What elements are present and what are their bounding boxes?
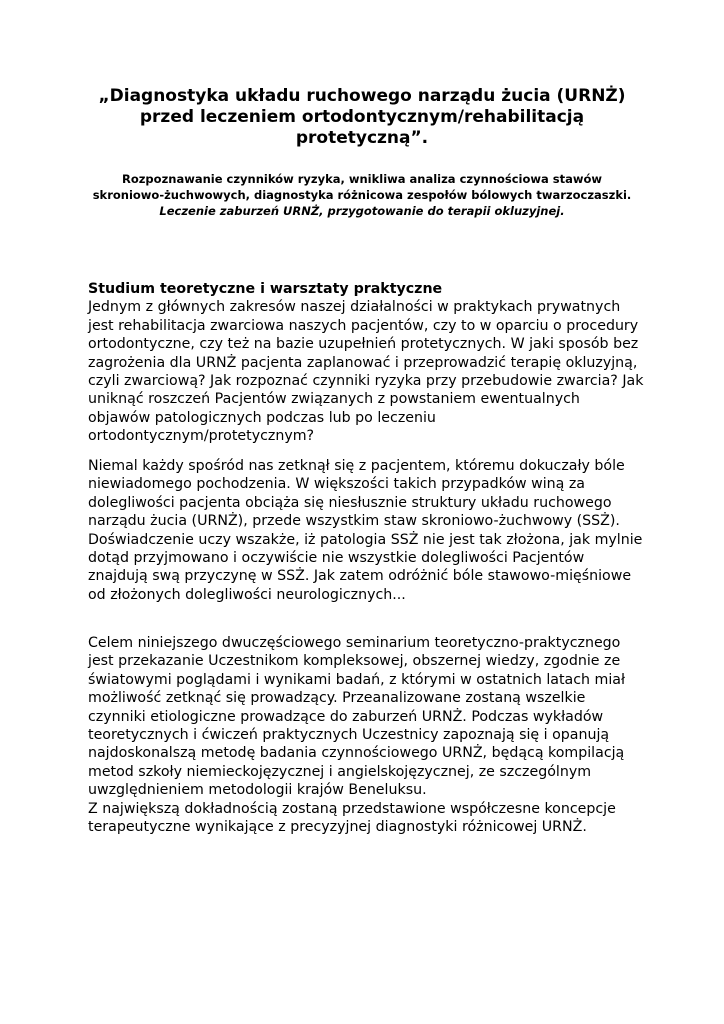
paragraph-3: Celem niniejszego dwuczęściowego seminarium teoretyczno-praktycznego jest przekazanie Uczestnikom kompleksowej, obszernej wiedzy, zgodnie ze światowymi poglądami i wynikami badań, z którymi w ostatnich latach miał możliwość zetknąć się prowadzący. Przeanalizowane zostaną wszelkie czynniki etiologiczne prowadzące do zaburzeń URNŻ. Podczas wykładów teoretycznych i ćwiczeń praktycznych Uczestnicy zapoznają się i opanują najdoskonalszą metodę badania czynnościowego URNŻ, będącą kompilacją metod szkoły niemieckojęzycznej i angielskojęzycznej, ze szczególnym uwzględnieniem metodologii krajów Beneluksu. <box>88 635 626 799</box>
intro-section <box>88 280 644 446</box>
subtitle-text: Rozpoznawanie czynników ryzyka, wnikliwa analiza czynnościowa stawów skroniowo-żuchwowych, diagnostyka różnicowa zespołów bólowych twarzoczaszki. <box>92 172 632 202</box>
section-heading: Studium teoretyczne i warsztaty praktyczne <box>88 281 443 297</box>
subtitle-italic-text: Leczenie zaburzeń URNŻ, przygotowanie do terapii okluzyjnej. <box>159 204 565 218</box>
paragraph-3b: Z największą dokładnością zostaną przedstawione współczesne koncepcje terapeutyczne wynikające z precyzyjnej diagnostyki różnicowej URNŻ. <box>88 800 616 836</box>
document-subtitle <box>92 171 632 219</box>
paragraph-3-block <box>88 634 644 836</box>
document-title: „Diagnostyka układu ruchowego narządu żucia (URNŻ) przed leczeniem ortodontycznym/rehabilitacją protetyczną”. <box>98 86 626 148</box>
paragraph-2: Niemal każdy spośród nas zetknął się z pacjentem, któremu dokuczały bóle niewiadomego pochodzenia. W większości takich przypadków winą za dolegliwości pacjenta obciąża się niesłusznie struktury układu ruchowego narządu żucia (URNŻ), przede wszystkim staw skroniowo-żuchwowy (SSŻ). Doświadczenie uczy wszakże, iż patologia SSŻ nie jest tak złożona, jak mylnie dotąd przyjmowano i oczywiście nie wszystkie dolegliwości Pacjentów znajdują swą przyczynę w SSŻ. Jak zatem odróżnić bóle stawowo-mięśniowe od złożonych dolegliwości neurologicznych... <box>88 458 643 603</box>
paragraph-1: Jednym z głównych zakresów naszej działalności w praktykach prywatnych jest rehabilitacja zwarciowa naszych pacjentów, czy to w oparciu o procedury ortodontyczne, czy też na bazie uzupełnień protetycznych. W jaki sposób bez zagrożenia dla URNŻ pacjenta zaplanować i przeprowadzić terapię okluzyjną, czyli zwarciową? Jak rozpoznać czynniki ryzyka przy przebudowie zwarcia? Jak uniknąć roszczeń Pacjentów związanych z powstaniem ewentualnych objawów patologicznych podczas lub po leczeniu ortodontycznym/protetycznym? <box>88 299 644 445</box>
